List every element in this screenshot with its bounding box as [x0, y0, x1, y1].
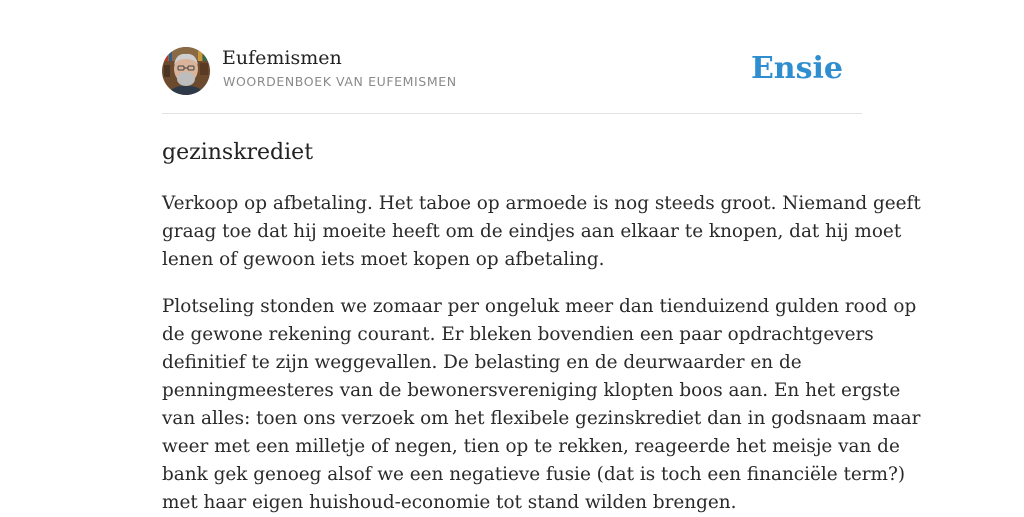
avatar[interactable]	[162, 47, 210, 95]
text-line: Plotseling stonden we zomaar per ongeluk meer dan tienduizend gulden rood op	[162, 296, 917, 317]
text-line: lenen of gewoon iets moet kopen op afbetaling.	[162, 249, 605, 270]
dictionary-subtitle[interactable]: WOORDENBOEK VAN EUFEMISMEN	[223, 74, 457, 89]
header	[162, 0, 862, 114]
example-paragraph	[162, 293, 921, 517]
text-line: graag toe dat hij moeite heeft om de eindjes aan elkaar te knopen, dat hij moet	[162, 221, 902, 242]
author-name[interactable]: Eufemismen	[222, 47, 342, 69]
page-container	[162, 0, 921, 513]
brand-logo[interactable]: Ensie	[750, 51, 843, 86]
text-line: bank gek genoeg alsof we een negatieve fusie (dat is toch een financiële term?)	[162, 464, 906, 485]
text-line: definitief te zijn weggevallen. De belasting en de deurwaarder en de	[162, 352, 802, 373]
avatar-image	[162, 47, 210, 95]
text-line: penningmeesteres van de bewonersvereniging klopten boos aan. En het ergste	[162, 380, 901, 401]
page-title: gezinskrediet	[162, 140, 314, 165]
text-line: van alles: toen ons verzoek om het flexibele gezinskrediet dan in godsnaam maar	[162, 408, 921, 429]
text-line: de gewone rekening courant. Er bleken bovendien een paar opdrachtgevers	[162, 324, 874, 345]
text-line: Verkoop op afbetaling. Het taboe op armoede is nog steeds groot. Niemand geeft	[162, 193, 921, 214]
definition-paragraph	[162, 190, 921, 274]
text-line: met haar eigen huishoud-economie tot stand wilden brengen.	[162, 492, 737, 513]
text-line: weer met een milletje of negen, tien op te rekken, reageerde het meisje van de	[162, 436, 900, 457]
